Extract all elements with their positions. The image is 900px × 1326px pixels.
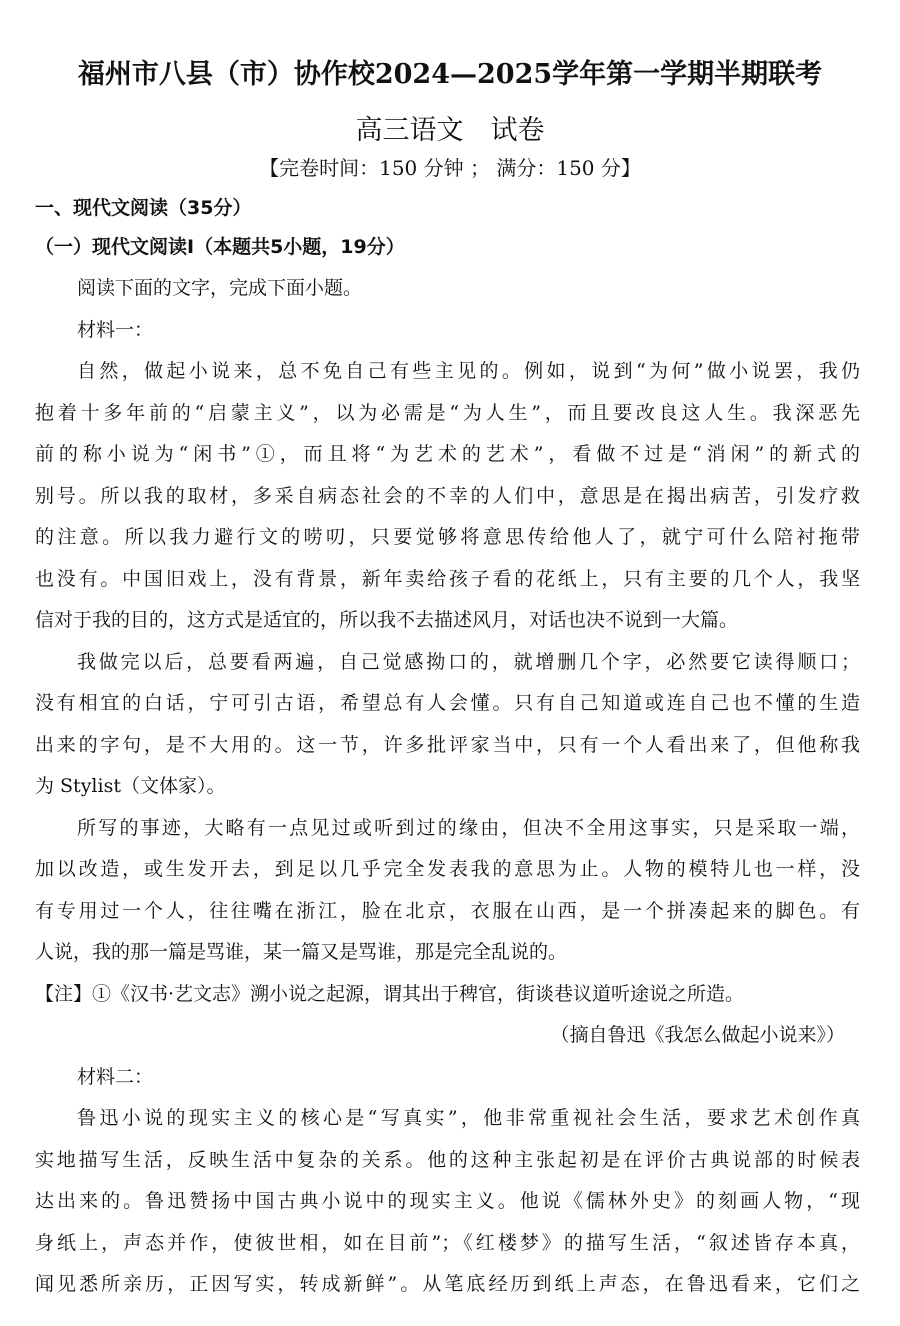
reading-passage	[35, 268, 860, 1306]
material-label: 材料二：	[77, 1065, 154, 1088]
source-citation: （摘自鲁迅《我怎么做起小说来》）	[550, 1024, 845, 1046]
paragraph-line: 信对于我的目的，这方式是适宜的，所以我不去描述风月，对话也决不说到一大篇。	[35, 609, 739, 631]
paragraph-line: 实地描写生活，反映生活中复杂的关系。他的这种主张起初是在评价古典说部的时候表	[35, 1148, 860, 1171]
material-label: 材料一：	[77, 318, 154, 341]
paragraph-line: 出来的字句，是不大用的。这一节，许多批评家当中，只有一个人看出来了，但他称我	[35, 733, 860, 756]
paragraph-line: 闻见悉所亲历，正因写实，转成新鲜”。从笔底经历到纸上声态，在鲁迅看来，它们之	[35, 1273, 860, 1295]
footnote: 【注】①《汉书·艺文志》溯小说之起源，谓其出于稗官，街谈巷议道听途说之所造。	[35, 982, 745, 1005]
paragraph-line: 为 Stylist（文体家）。	[35, 775, 226, 797]
paragraph-line: 人说，我的那一篇是骂谁，某一篇又是骂谁，那是完全乱说的。	[35, 941, 568, 963]
exam-title: 福州市八县（市）协作校2024—2025学年第一学期半期联考	[77, 59, 823, 90]
paragraph-line: 没有相宜的白话，宁可引古语，希望总有人会懂。只有自己知道或连自己也不懂的生造	[35, 692, 860, 714]
paragraph-line: 身纸上，声态并作，使彼世相，如在目前”；《红楼梦》的描写生活，“叙述皆存本真，	[35, 1231, 860, 1254]
instruction-line: 阅读下面的文字，完成下面小题。	[77, 277, 363, 299]
paragraph-line: 我做完以后，总要看两遍，自己觉感拗口的，就增删几个字，必然要它读得顺口；	[77, 650, 860, 673]
paragraph-line: 自然，做起小说来，总不免自己有些主见的。例如，说到“为何”做小说罢，我仍	[77, 360, 860, 382]
section-heading: 一、现代文阅读（35分）	[35, 197, 252, 219]
paragraph-line: 别号。所以我的取材，多采自病态社会的不幸的人们中，意思是在揭出病苦，引发疗救	[35, 484, 860, 507]
paragraph-line: 加以改造，或生发开去，到足以几乎完全发表我的意思为止。人物的模特儿也一样，没	[35, 858, 860, 880]
paragraph-line: 达出来的。鲁迅赞扬中国古典小说中的现实主义。他说《儒林外史》的刻画人物，“现	[35, 1190, 860, 1212]
exam-subtitle: 高三语文 试卷	[355, 115, 545, 146]
paragraph-line: 前的称小说为“闲书”①，而且将“为艺术的艺术”，看做不过是“消闲”的新式的	[35, 443, 860, 465]
paragraph-line: 的注意。所以我力避行文的唠叨，只要觉够将意思传给他人了，就宁可什么陪衬拖带	[35, 526, 860, 548]
paragraph-line: 抱着十多年前的“启蒙主义”，以为必需是“为人生”，而且要改良这人生。我深恶先	[35, 401, 860, 424]
paragraph-line: 所写的事迹，大略有一点见过或听到过的缘由，但决不全用这事实，只是采取一端，	[77, 816, 860, 839]
paragraph-line: 鲁迅小说的现实主义的核心是“写真实”，他非常重视社会生活，要求艺术创作真	[77, 1107, 860, 1129]
exam-info: 【完卷时间：150 分钟 ； 满分：150 分】	[259, 156, 641, 180]
paragraph-line: 也没有。中国旧戏上，没有背景，新年卖给孩子看的花纸上，只有主要的几个人，我坚	[35, 567, 860, 590]
paragraph-line: 有专用过一个人，往往嘴在浙江，脸在北京，衣服在山西，是一个拼凑起来的脚色。有	[35, 899, 860, 922]
subsection-heading: （一）现代文阅读Ⅰ（本题共5小题，19分）	[35, 236, 405, 258]
